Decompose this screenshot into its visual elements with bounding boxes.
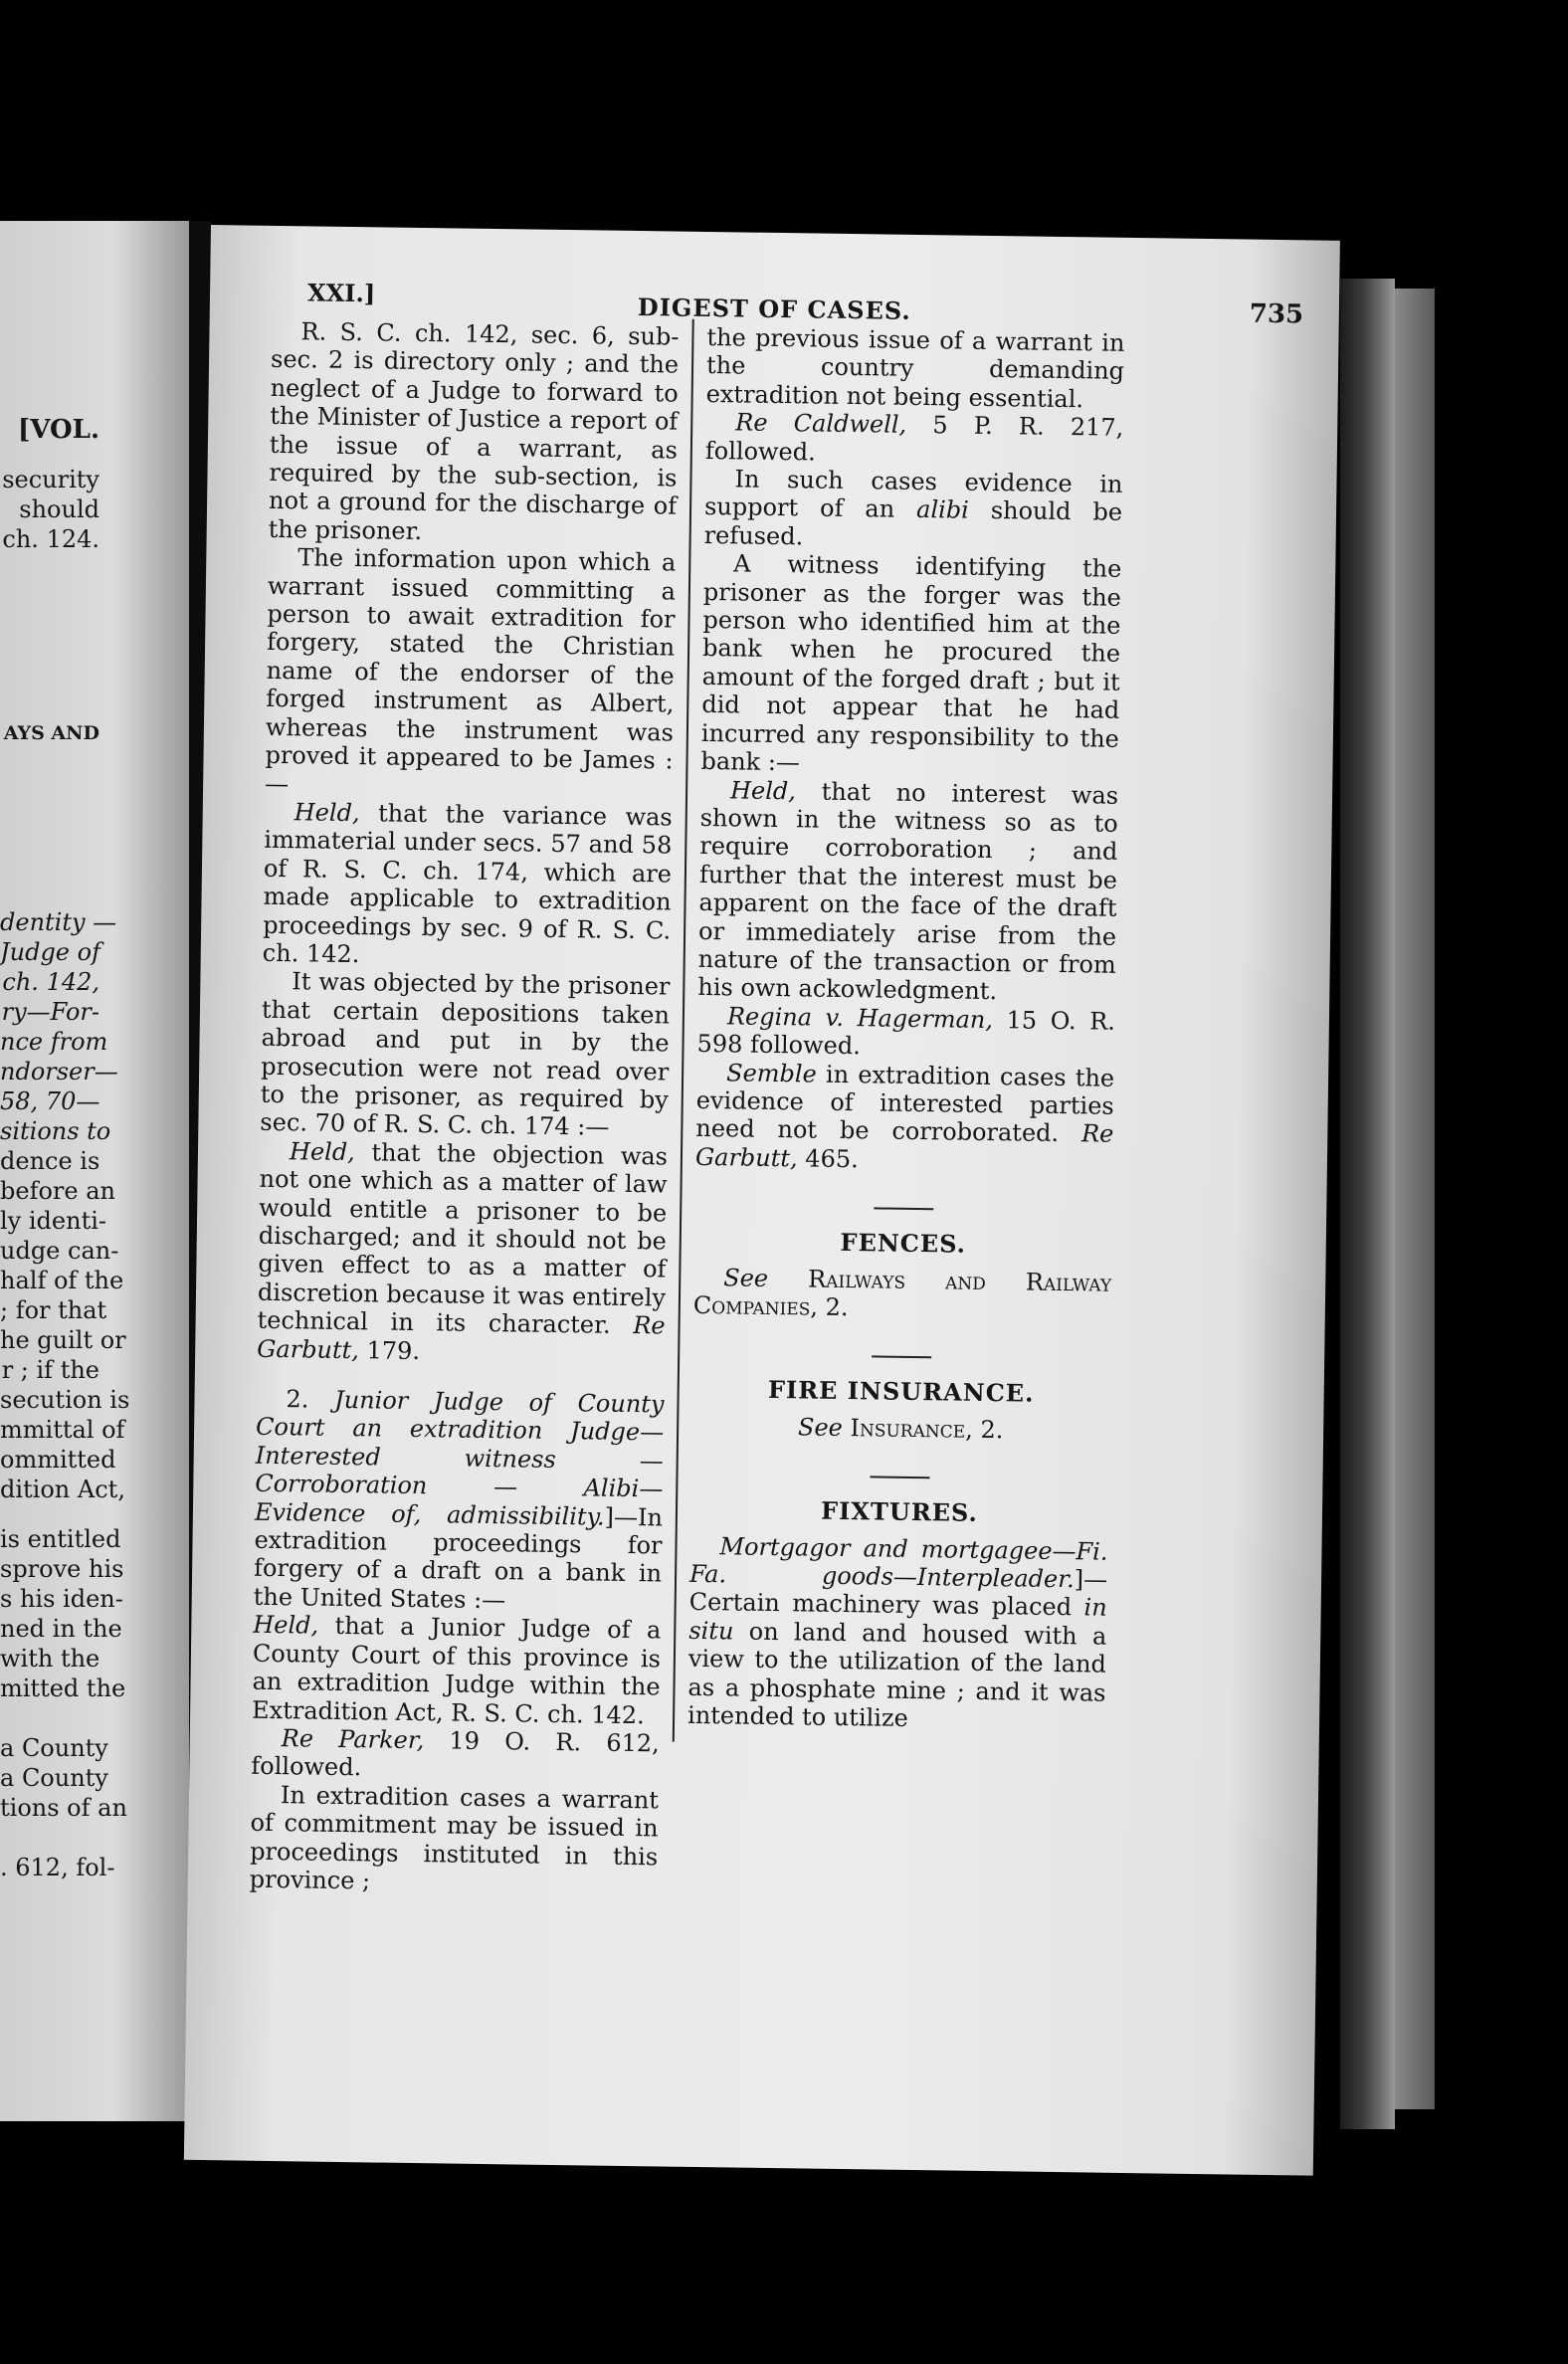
- page-number: 735: [1249, 298, 1304, 330]
- facing-page-line: ned in the: [0, 1615, 122, 1643]
- paragraph: Held, that a Junior Judge of a County Court of this province is an extradition Judge within the Extradition Act, R. S. C. ch. 142.: [251, 1611, 662, 1729]
- paragraph: R. S. C. ch. 142, sec. 6, sub-sec. 2 is directory only ; and the neglect of a Judge to forward to the Minister of Justice a report of the issue of a warrant, as required by the sub-section, is not a ground for the discharge of the prisoner.: [268, 317, 680, 545]
- facing-page-line: a County: [0, 1734, 108, 1762]
- facing-page-line: dence is: [0, 1147, 100, 1175]
- facing-page-line: nce from: [0, 1028, 108, 1056]
- paragraph: Mortgagor and mortgagee—Fi. Fa. goods—Interpleader.]—Certain machinery was placed in situ on land and housed with a view to the utilization of the land as a phosphate mine ; and it was intended to utilize: [686, 1531, 1108, 1732]
- book-page: [184, 225, 1340, 2176]
- facing-page-line: mitted the: [0, 1674, 126, 1702]
- facing-page-line: udge can-: [0, 1237, 119, 1265]
- facing-page-line: ry—For-: [1, 998, 99, 1026]
- facing-page-line: sprove his: [0, 1555, 124, 1583]
- paragraph: Regina v. Hagerman, 15 O. R. 598 followed.: [696, 1002, 1116, 1061]
- facing-page-line: ommitted: [0, 1446, 116, 1474]
- facing-page-line: s his iden-: [0, 1585, 123, 1613]
- paragraph: In such cases evidence in support of an alibi should be refused.: [703, 465, 1123, 551]
- paragraph: A witness identifying the prisoner as the forger was the person who identified him at the bank when he procured the amount of the forged draft ; but it did not appear that he had incurred any responsibility to the bank :—: [700, 549, 1122, 777]
- facing-page-line: [VOL.: [18, 415, 99, 445]
- paragraph: 2. Junior Judge of County Court an extradition Judge—Interested witness — Corroboration — Alibi— Evidence of, admissibility.]—In extradition proceedings for forgery of a draft on a bank in the United States :—: [253, 1385, 665, 1615]
- paragraph: Held, that the variance was immaterial under secs. 57 and 58 of R. S. C. ch. 174, which are made applicable to extradition proceedings by sec. 9 of R. S. C. ch. 142.: [262, 798, 673, 969]
- facing-page-line: mmittal of: [0, 1416, 125, 1444]
- facing-page-line: a County: [0, 1764, 108, 1792]
- facing-page-line: half of the: [0, 1267, 124, 1294]
- facing-page-line: he guilt or: [0, 1326, 126, 1354]
- facing-page-line: dentity —: [0, 908, 117, 936]
- facing-page-line: tions of an: [0, 1794, 127, 1822]
- facing-page-line: ly identi-: [0, 1207, 106, 1235]
- page-edge-shadow: [1395, 289, 1435, 2109]
- facing-page-line: is entitled: [0, 1525, 121, 1553]
- page-edge-shadow: [1340, 279, 1395, 2129]
- paragraph: Re Caldwell, 5 P. R. 217, followed.: [704, 408, 1124, 467]
- paragraph: Held, that the objection was not one which as a matter of law would entitle a prisoner to be discharged; and it should not be given effect to as a matter of discretion because it was entirely technical in its character. Re Garbutt, 179.: [257, 1136, 669, 1365]
- facing-page-line: ; for that: [0, 1296, 107, 1324]
- facing-page-line: ch. 142,: [2, 968, 99, 996]
- running-title: DIGEST OF CASES.: [637, 292, 911, 325]
- paragraph: It was objected by the prisoner that certain depositions taken abroad and put in by the prosecution were not read over to the prisoner, as required by sec. 70 of R. S. C. ch. 174 :—: [260, 967, 671, 1142]
- facing-page-line: dition Act,: [0, 1476, 125, 1503]
- facing-page-line: 58, 70—: [0, 1087, 100, 1115]
- facing-page-line: secution is: [0, 1386, 130, 1414]
- facing-page-fragment: [0, 221, 189, 2121]
- facing-page-line: Judge of: [0, 938, 100, 966]
- facing-page-line: sitions to: [0, 1117, 111, 1145]
- right-column: [687, 323, 1125, 1735]
- facing-page-line: r ; if the: [1, 1356, 99, 1384]
- cross-reference: See Insurance, 2.: [797, 1413, 1004, 1445]
- section-heading-fences: FENCES.: [840, 1228, 967, 1259]
- facing-page-line: AYS AND: [3, 722, 99, 744]
- facing-page-line: ndorser—: [0, 1058, 118, 1085]
- section-heading-fixtures: FIXTURES.: [820, 1495, 979, 1528]
- paragraph: the previous issue of a warrant in the country demanding extradition not being essential.: [705, 322, 1125, 414]
- paragraph: Held, that no interest was shown in the witness so as to require corroboration ; and further that the interest must be apparent on the face of the draft or immediately arise from the nature of the transaction or from his own ackowledgment.: [697, 775, 1119, 1006]
- facing-page-line: with the: [0, 1645, 100, 1673]
- facing-page-line: . 612, fol-: [0, 1854, 115, 1881]
- facing-page-line: ch. 124.: [2, 525, 99, 553]
- cross-reference: See Railways and Railway Companies, 2.: [692, 1263, 1112, 1322]
- facing-page-line: before an: [0, 1177, 115, 1205]
- section-heading-fire-insurance: FIRE INSURANCE.: [767, 1375, 1035, 1409]
- paragraph: The information upon which a warrant issued committing a person to await extradition for forgery, stated the Christian name of the endorser of the forged instrument as Albert, whereas the instrument was proved it appeared to be James :—: [264, 543, 677, 798]
- volume-label: XXI.]: [306, 278, 376, 308]
- left-column: [250, 317, 680, 1899]
- paragraph: Semble in extradition cases the evidence of interested parties need not be corroborated. Re Garbutt, 465.: [694, 1058, 1115, 1173]
- paragraph: Re Parker, 19 O. R. 612, followed.: [251, 1724, 660, 1782]
- paragraph: In extradition cases a warrant of commitment may be issued in proceedings instituted in this province ;: [249, 1780, 660, 1895]
- facing-page-line: security: [2, 466, 99, 493]
- facing-page-line: should: [19, 495, 99, 523]
